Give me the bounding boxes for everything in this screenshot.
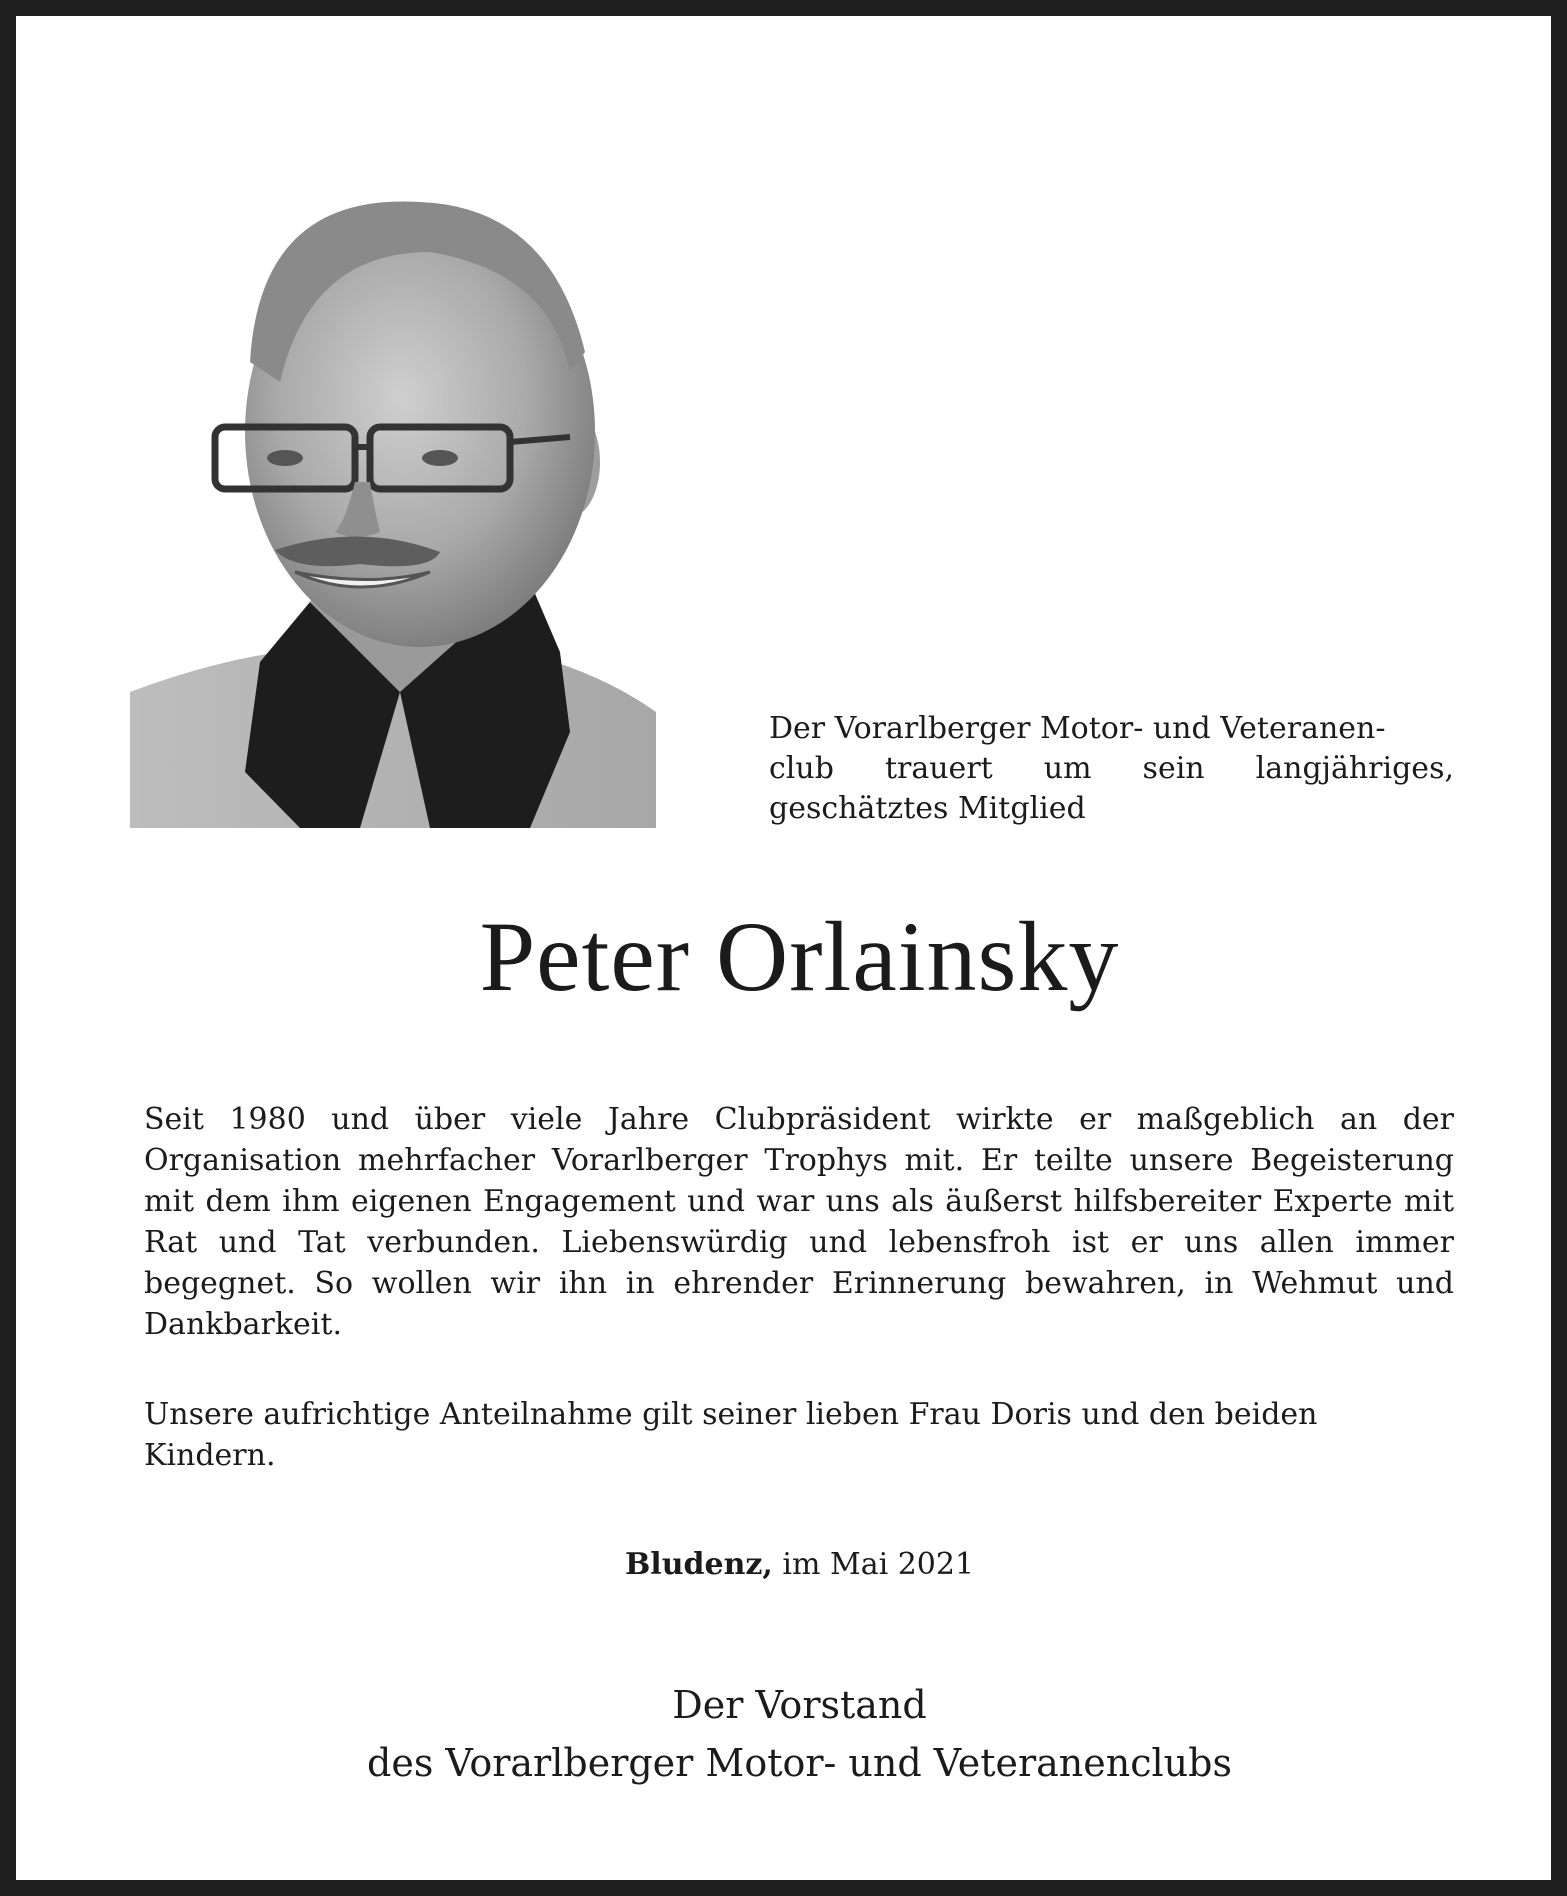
portrait-photo-icon — [130, 132, 656, 828]
signature-line-1: Der Vorstand — [672, 1683, 927, 1727]
intro-text — [769, 709, 1454, 829]
signature-line-2: des Vorarlberger Motor- und Veteranenclubs — [367, 1741, 1232, 1785]
deceased-name: Peter Orlainsky — [479, 901, 1120, 1012]
condolence-paragraph: Unsere aufrichtige Anteilnahme gilt seiner lieben Frau Doris und den beiden Kindern. — [144, 1397, 1318, 1473]
tribute-paragraph: Seit 1980 und über viele Jahre Clubpräsident wirkte er maßgeblich an der Organisation mehrfacher Vorarlberger Trophys mit. Er teilte unsere Begeisterung mit dem ihm eigenen Engagement und war uns als äußerst hilfsbereiter Experte mit Rat und Tat verbunden. Liebenswürdig und lebensfroh ist er uns allen immer begegnet. So wollen wir ihn in ehrender Erinnerung bewahren, in Wehmut und Dankbarkeit. — [144, 1102, 1454, 1342]
intro-line-2: club trauert um sein langjähriges, — [769, 751, 1454, 786]
signature-block — [16, 1676, 1567, 1792]
place-date — [16, 1545, 1567, 1585]
portrait-photo — [130, 132, 656, 828]
intro-line-3: geschätztes Mitglied — [769, 791, 1086, 826]
place: Bludenz, — [624, 1547, 773, 1582]
date: im Mai 2021 — [772, 1547, 975, 1582]
intro-line-1: Der Vorarlberger Motor- und Veteranen- — [769, 711, 1386, 746]
